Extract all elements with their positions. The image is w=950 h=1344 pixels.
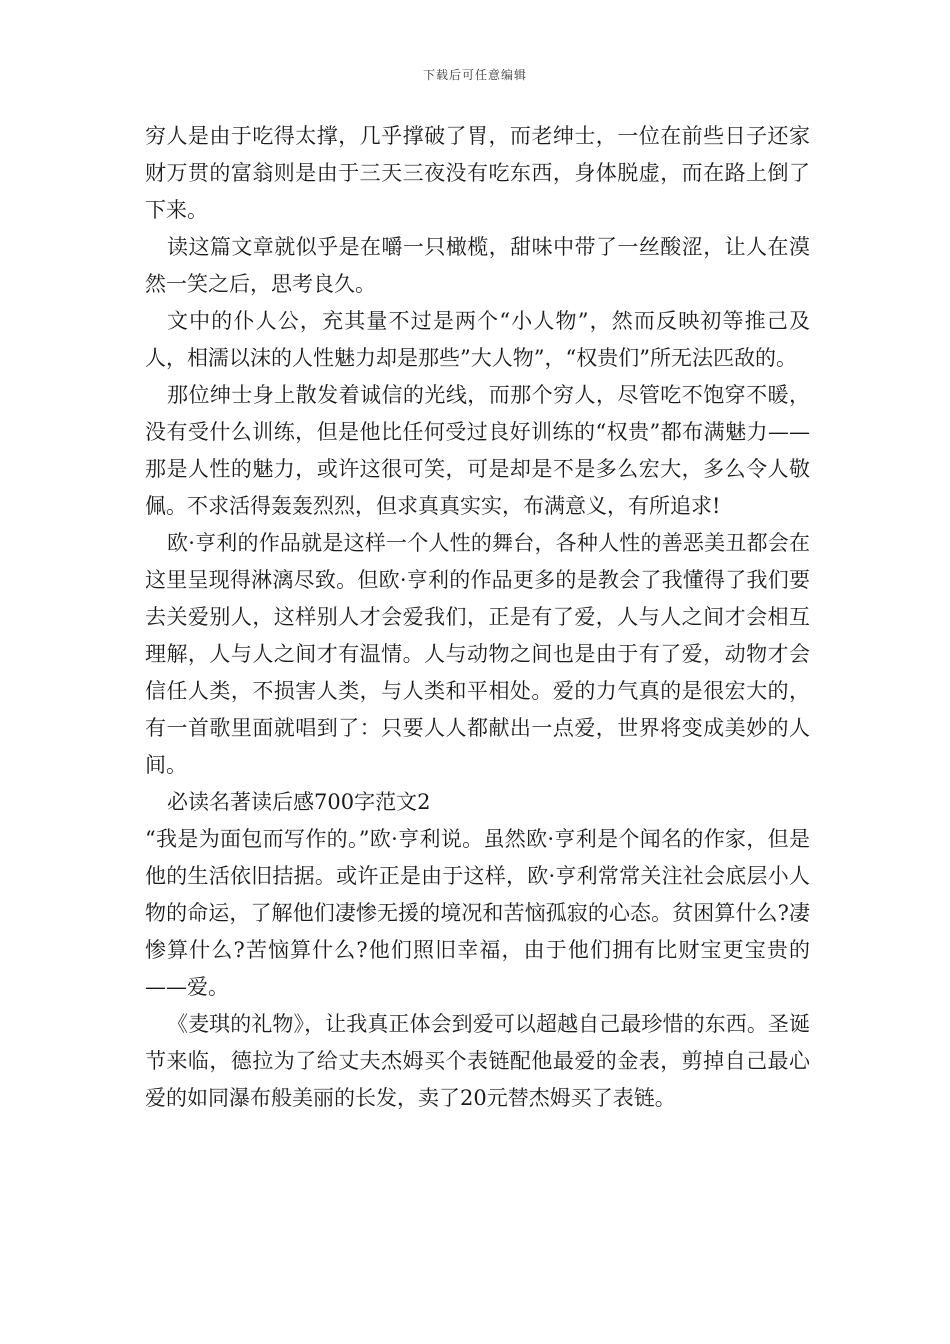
page-header: 下载后可任意编辑 [422, 68, 527, 82]
paragraph: 《麦琪的礼物》，让我真正体会到爱可以超越自己最珍惜的东西。圣诞节来临，德拉为了给丈夫杰姆买个表链配他最爱的金表，剪掉自己最心爱的如同瀑布般美丽的长发，卖了20元替杰姆买了表链。 [145, 1012, 810, 1110]
document-body [145, 118, 810, 1117]
paragraph: 读这篇文章就似乎是在嚼一只橄榄，甜味中带了一丝酸涩，让人在漠然一笑之后，思考良久。 [145, 235, 810, 296]
paragraph: 那位绅士身上散发着诚信的光线，而那个穷人，尽管吃不饱穿不暖，没有受什么训练，但是他比任何受过良好训练的“权贵”都布满魅力——那是人性的魅力，或许这很可笑，可是却是不是多么宏大，多么令人敬佩。不求活得轰轰烈烈，但求真真实实，布满意义，有所追求! [145, 383, 810, 518]
paragraph: 文中的仆人公，充其量不过是两个“小人物”，然而反映初等推己及人，相濡以沫的人性魅力却是那些”大人物”，“权贵们”所无法匹敌的。 [145, 309, 810, 370]
paragraph: 欧·亨利的作品就是这样一个人性的舞台，各种人性的善恶美丑都会在这里呈现得淋漓尽致。但欧·亨利的作品更多的是教会了我懂得了我们要去关爱别人，这样别人才会爱我们，正是有了爱，人与人之间才会相互理解，人与人之间才有温情。人与动物之间也是由于有了爱，动物才会信任人类，不损害人类，与人类和平相处。爱的力气真的是很宏大的，有一首歌里面就唱到了：只要人人都献出一点爱，世界将变成美妙的人间。 [145, 531, 810, 777]
section-heading: 必读名著读后感700字范文2 [167, 790, 431, 814]
paragraph: 穷人是由于吃得太撑，几乎撑破了胃，而老绅士，一位在前些日子还家财万贯的富翁则是由于三天三夜没有吃东西，身体脱虚，而在路上倒了下来。 [145, 124, 810, 222]
paragraph: “我是为面包而写作的。”欧·亨利说。虽然欧·亨利是个闻名的作家，但是他的生活依旧拮据。或许正是由于这样，欧·亨利常常关注社会底层小人物的命运，了解他们凄惨无援的境况和苦恼孤寂的心态。贫困算什么?凄惨算什么?苦恼算什么?他们照旧幸福，由于他们拥有比财宝更宝贵的——爱。 [145, 827, 810, 999]
